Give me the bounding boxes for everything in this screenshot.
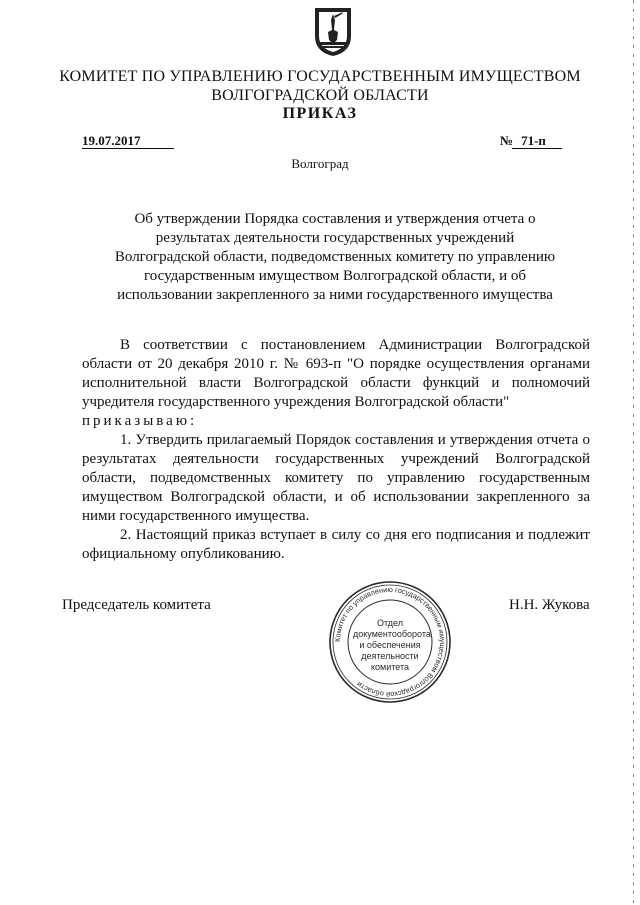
order-item-1: 1. Утвердить прилагаемый Порядок составления и утверждения отчета о результатах деятельности государственных учреждений Волгоградской области, подведомственных комитету по управлению государственным имуществом Волгоградской области, и об использовании закрепленного за ними государственного имущества. bbox=[82, 432, 590, 524]
document-title: ПРИКАЗ bbox=[282, 105, 358, 122]
coat-of-arms-icon bbox=[313, 6, 353, 58]
signatory-position: Председатель комитета bbox=[62, 597, 211, 613]
signatory-name: Н.Н. Жукова bbox=[509, 597, 590, 613]
stamp-line: и обеспечения bbox=[359, 640, 421, 650]
number-underline bbox=[512, 148, 562, 149]
stamp-center-text bbox=[353, 618, 431, 673]
order-number-field bbox=[500, 133, 546, 148]
subject-line: Волгоградской области, подведомственных комитету по управлению bbox=[114, 249, 556, 265]
subject-line: государственным имуществом Волгоградской области, и об bbox=[144, 268, 526, 284]
order-word: приказываю: bbox=[82, 413, 198, 429]
order-body bbox=[82, 336, 590, 564]
committee-name-line2: ВОЛГОГРАДСКОЙ ОБЛАСТИ bbox=[211, 87, 429, 104]
date-underline bbox=[82, 148, 174, 149]
order-number: 71-п bbox=[521, 133, 546, 148]
subject-line: использовании закрепленного за ними государственного имущества bbox=[117, 287, 553, 303]
subject-line: результатах деятельности государственных учреждений bbox=[155, 230, 515, 246]
subject-line: Об утверждении Порядка составления и утверждения отчета о bbox=[134, 211, 536, 227]
stamp-line: документооборота bbox=[353, 629, 431, 639]
number-sign: № bbox=[500, 133, 514, 148]
city: Волгоград bbox=[291, 156, 349, 171]
stamp-ring-text: Комитет по управлению государственным имуществом Волгоградской области bbox=[332, 584, 448, 700]
stamp-line: деятельности bbox=[361, 651, 419, 661]
order-date: 19.07.2017 bbox=[82, 133, 141, 148]
order-subject bbox=[90, 210, 580, 305]
stamp-line: Отдел bbox=[376, 618, 404, 628]
scan-edge-mark bbox=[632, 0, 635, 905]
order-item-2: 2. Настоящий приказ вступает в силу со дня его подписания и подлежит официальному опубликованию. bbox=[82, 527, 590, 562]
committee-name-line1: КОМИТЕТ ПО УПРАВЛЕНИЮ ГОСУДАРСТВЕННЫМ ИМУЩЕСТВОМ bbox=[59, 68, 581, 85]
stamp-line: комитета bbox=[370, 662, 409, 672]
preamble-paragraph: В соответствии с постановлением Администрации Волгоградской области от 20 декабря 2010 г. № 693-п "О порядке осуществления органами исполнительной власти Волгоградской области функций и полномочий учредителя государственного учреждения Волгоградской области" bbox=[82, 337, 590, 410]
